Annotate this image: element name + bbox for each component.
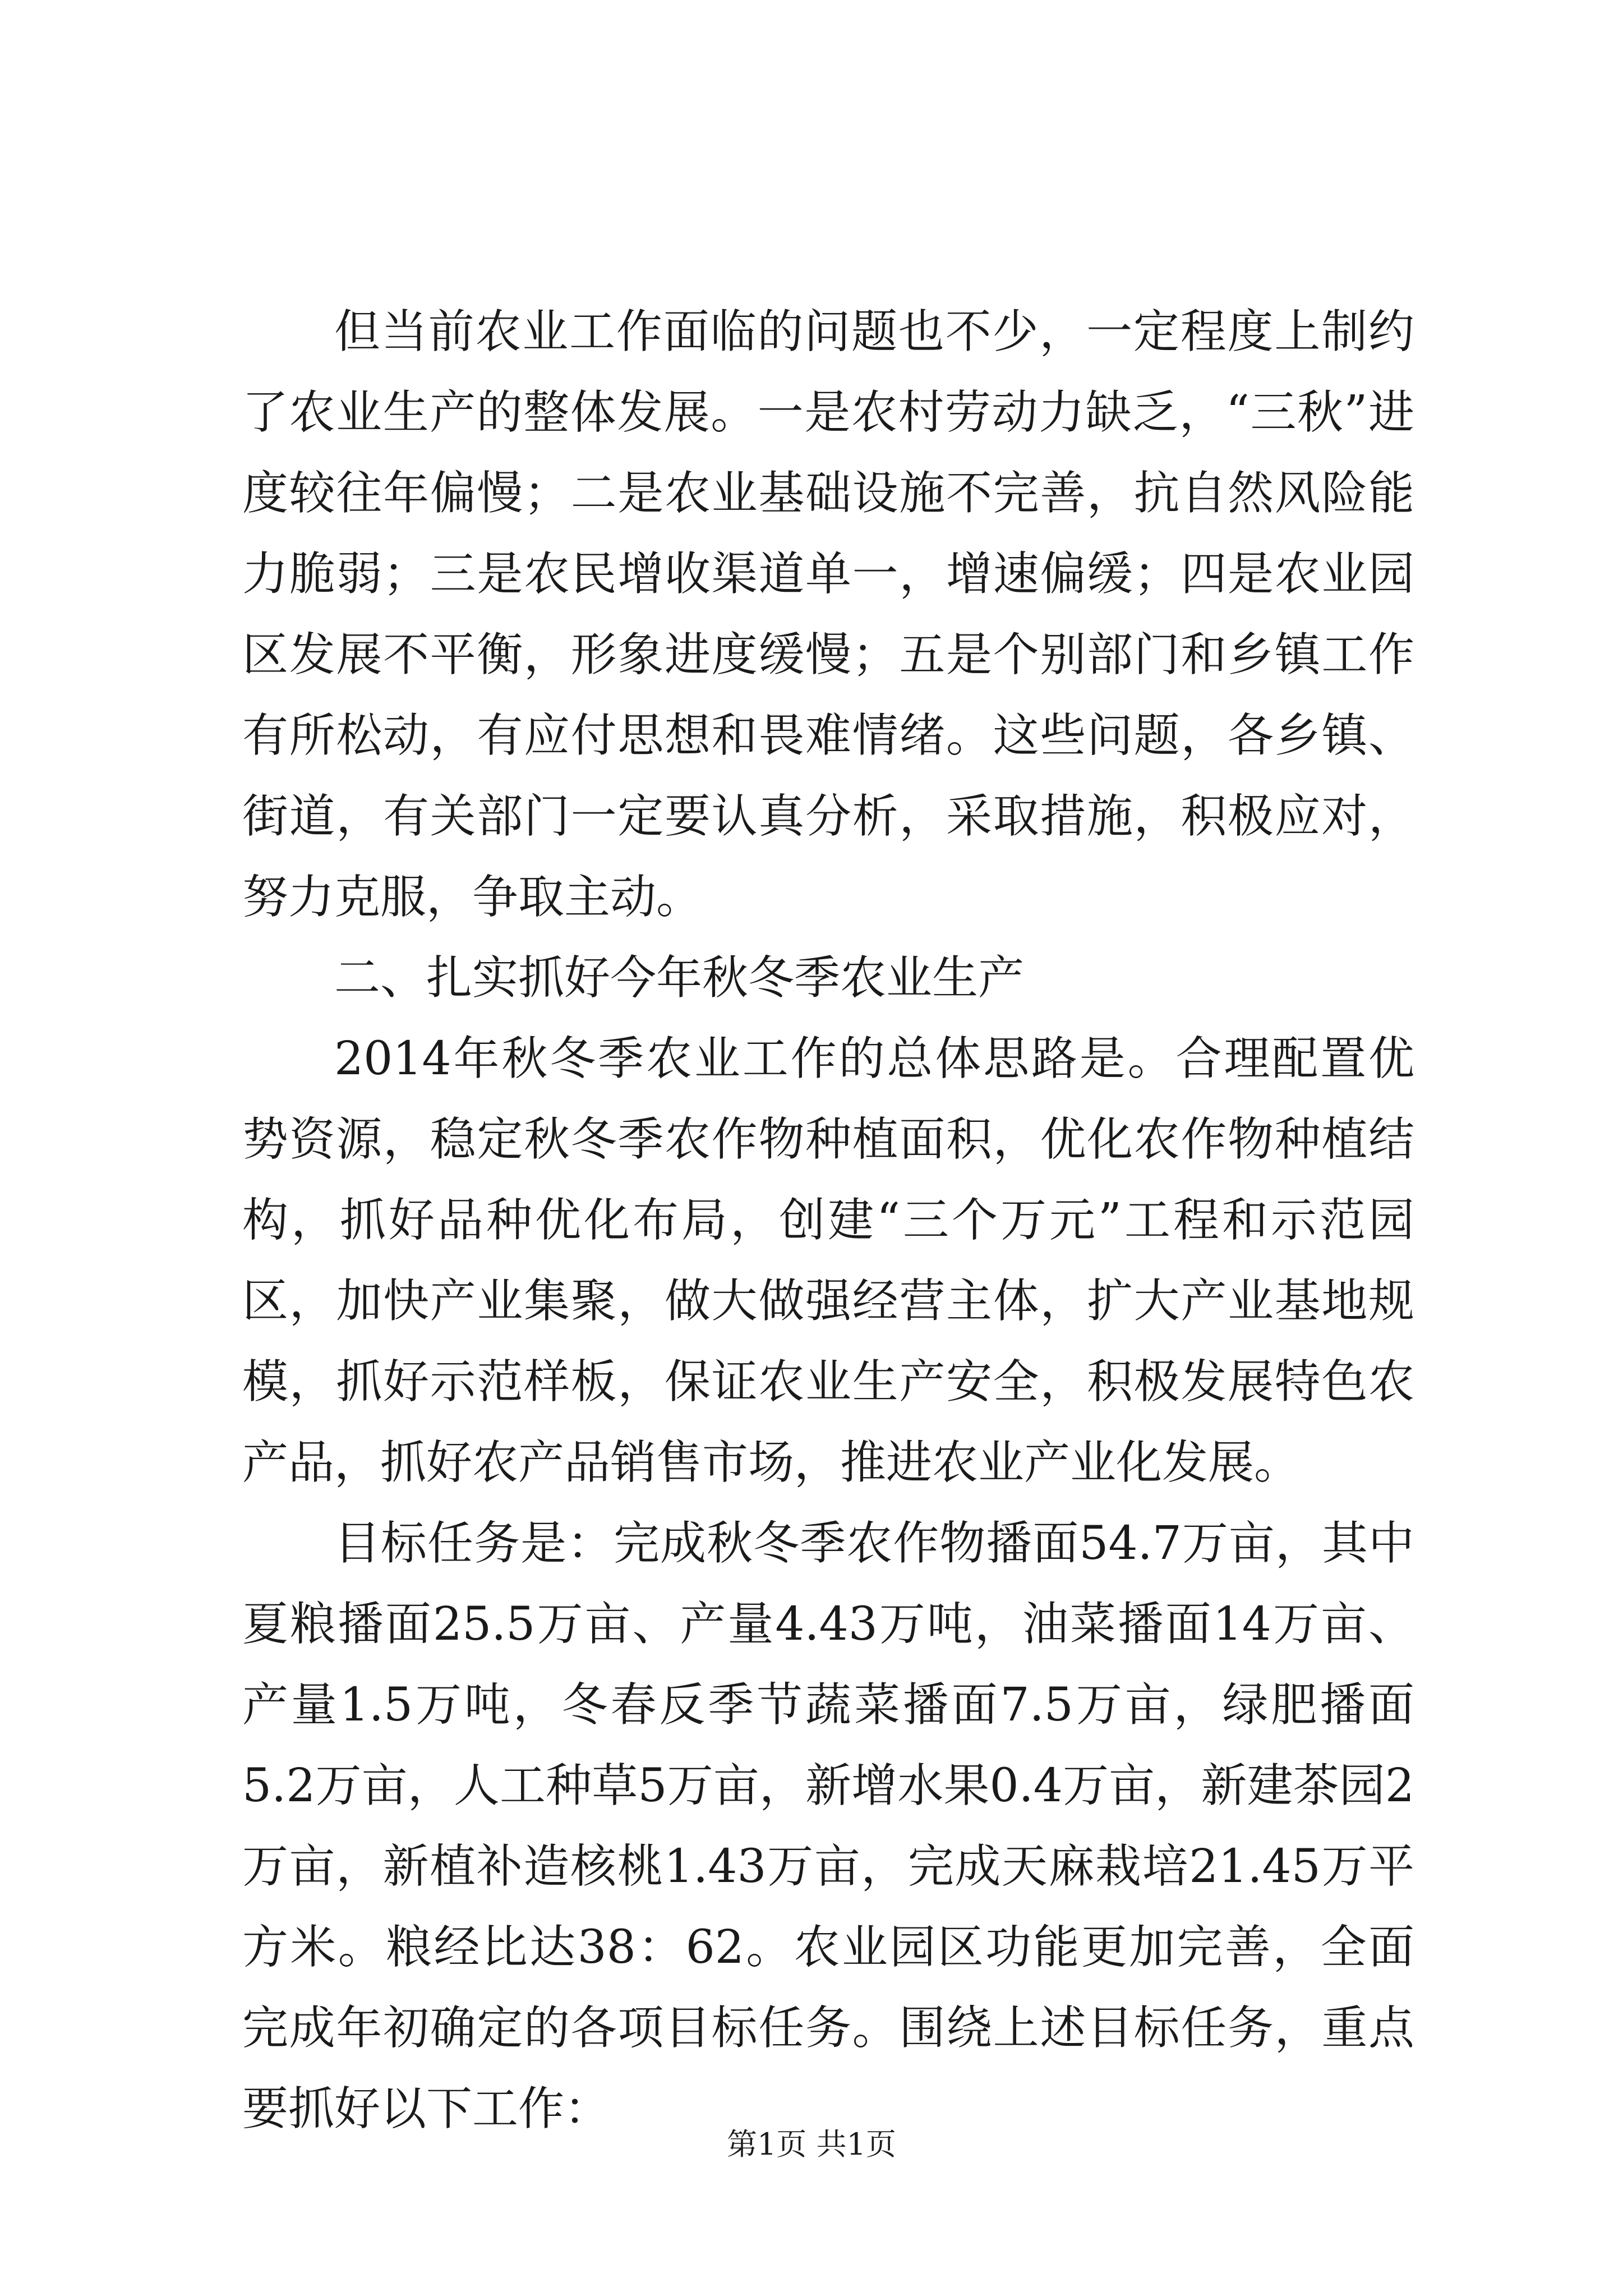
- paragraph-overall-approach: 2014年秋冬季农业工作的总体思路是。合理配置优势资源，稳定秋冬季农作物种植面积，优化农作物种植结构，抓好品种优化布局，创建“三个万元”工程和示范园区，加快产业集聚，做大做强经营主体，扩大产业基地规模，抓好示范样板，保证农业生产安全，积极发展特色农产品，抓好农产品销售市场，推进农业产业化发展。: [242, 1032, 1414, 1489]
- page-number-footer: 第1页 共1页: [727, 2127, 896, 2162]
- document-body: [242, 292, 1414, 2150]
- section-heading: 二、扎实抓好今年秋冬季农业生产: [334, 951, 1025, 1005]
- paragraph-targets: 目标任务是：完成秋冬季农作物播面54.7万亩，其中夏粮播面25.5万亩、产量4.43万吨，油菜播面14万亩、产量1.5万吨，冬春反季节蔬菜播面7.5万亩，绿肥播面5.2万亩，人工种草5万亩，新增水果0.4万亩，新建茶园2万亩，新植补造核桃1.43万亩，完成天麻栽培21.45万平方米。粮经比达38：62。农业园区功能更加完善，全面完成年初确定的各项目标任务。围绕上述目标任务，重点要抓好以下工作：: [242, 1517, 1414, 2136]
- paragraph-problems: 但当前农业工作面临的问题也不少，一定程度上制约了农业生产的整体发展。一是农村劳动力缺乏，“三秋”进度较往年偏慢；二是农业基础设施不完善，抗自然风险能力脆弱；三是农民增收渠道单一，增速偏缓；四是农业园区发展不平衡，形象进度缓慢；五是个别部门和乡镇工作有所松动，有应付思想和畏难情绪。这些问题，各乡镇、街道，有关部门一定要认真分析，采取措施，积极应对，努力克服，争取主动。: [242, 305, 1414, 924]
